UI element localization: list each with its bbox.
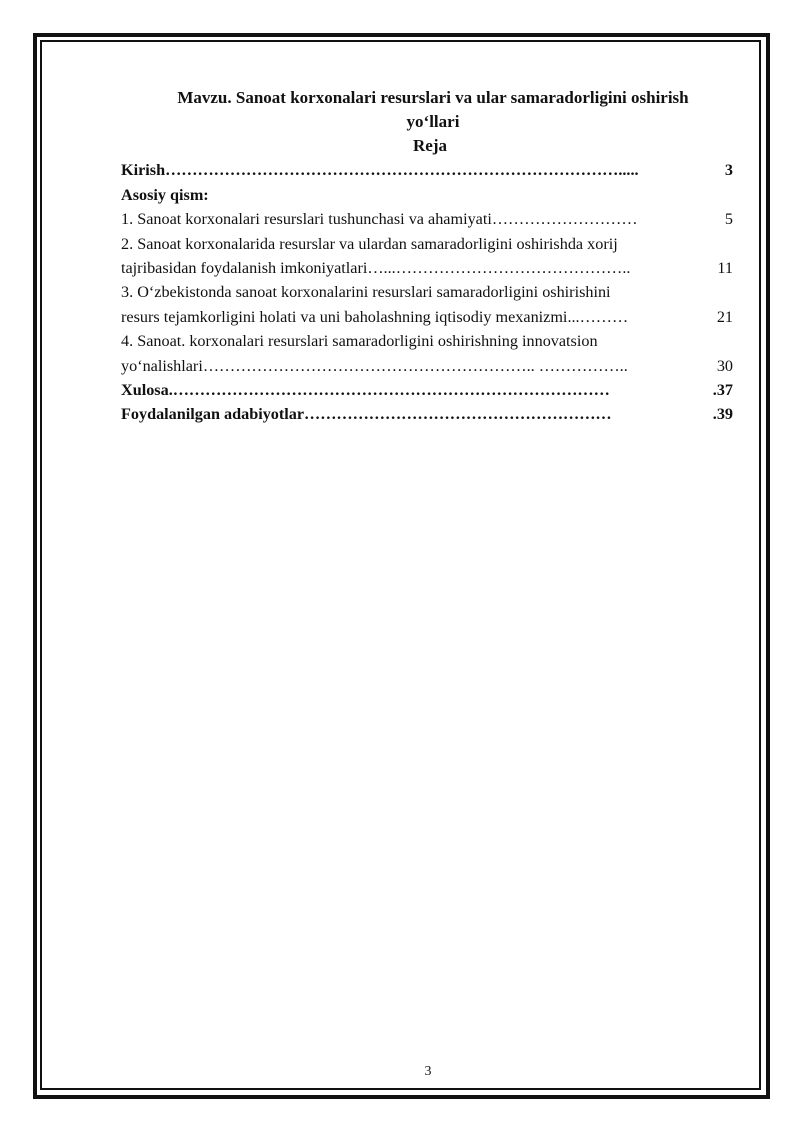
toc-entry-3-line2 <box>121 305 733 329</box>
toc-label: Kirish <box>121 161 166 180</box>
toc-page: .37 <box>712 381 733 400</box>
toc-label: Foydalanilgan adabiyotlar <box>121 405 305 424</box>
topic-title-line2: yo‘llari <box>406 112 460 131</box>
page-number: 3 <box>424 1064 432 1079</box>
toc-entry-3-line1: 3. O‘zbekistonda sanoat korxonalarini resurslari samaradorligini oshirishini <box>121 283 611 302</box>
topic-title-line1: Mavzu. Sanoat korxonalari resurslari va ular samaradorligini oshirish <box>177 88 689 107</box>
toc-entry-4-line1: 4. Sanoat. korxonalari resurslari samaradorligini oshirishning innovatsion <box>121 332 598 351</box>
document-body <box>121 86 733 427</box>
plan-heading: Reja <box>413 136 447 155</box>
toc-leader: ……………………… <box>491 210 638 229</box>
toc-leader: .……………………………………………………………………… <box>168 381 610 400</box>
toc-label: 1. Sanoat korxonalari resurslari tushunchasi va ahamiyati <box>121 210 492 229</box>
toc-main-part-heading: Asosiy qism: <box>121 185 209 204</box>
toc-page: 30 <box>716 356 733 375</box>
toc-label: resurs tejamkorligini holati va uni baholashning iqtisodiy mexanizmi <box>121 307 568 326</box>
toc-leader: …………………………………………………………………………..... <box>165 161 639 180</box>
toc-entry-1 <box>121 207 733 231</box>
toc-page: 21 <box>716 307 733 326</box>
toc-leader: ………………………………………………… <box>304 405 612 424</box>
toc-entry-2-line2 <box>121 256 733 280</box>
toc-entry-4-line2 <box>121 354 733 378</box>
topic-title <box>121 86 733 134</box>
toc-leader: ...……… <box>567 307 629 326</box>
toc-label: tajribasidan foydalanish imkoniyatlari <box>121 259 368 278</box>
toc-label: yo‘nalishlari <box>121 356 203 375</box>
toc-leader: …………………………………………………….. …………….. <box>202 356 628 375</box>
toc-entry-intro <box>121 158 733 182</box>
toc-entry-conclusion <box>121 378 733 402</box>
toc-entry-references <box>121 402 733 426</box>
toc-page: .39 <box>712 405 733 424</box>
toc-label: Xulosa <box>121 381 169 400</box>
toc-page: 5 <box>724 210 733 229</box>
toc-page: 3 <box>724 161 733 180</box>
toc-entry-2-line1: 2. Sanoat korxonalarida resurslar va ulardan samaradorligini oshirishda xorij <box>121 234 618 253</box>
toc-page: 11 <box>717 259 733 278</box>
toc-leader: …...…………………………………….. <box>367 259 631 278</box>
